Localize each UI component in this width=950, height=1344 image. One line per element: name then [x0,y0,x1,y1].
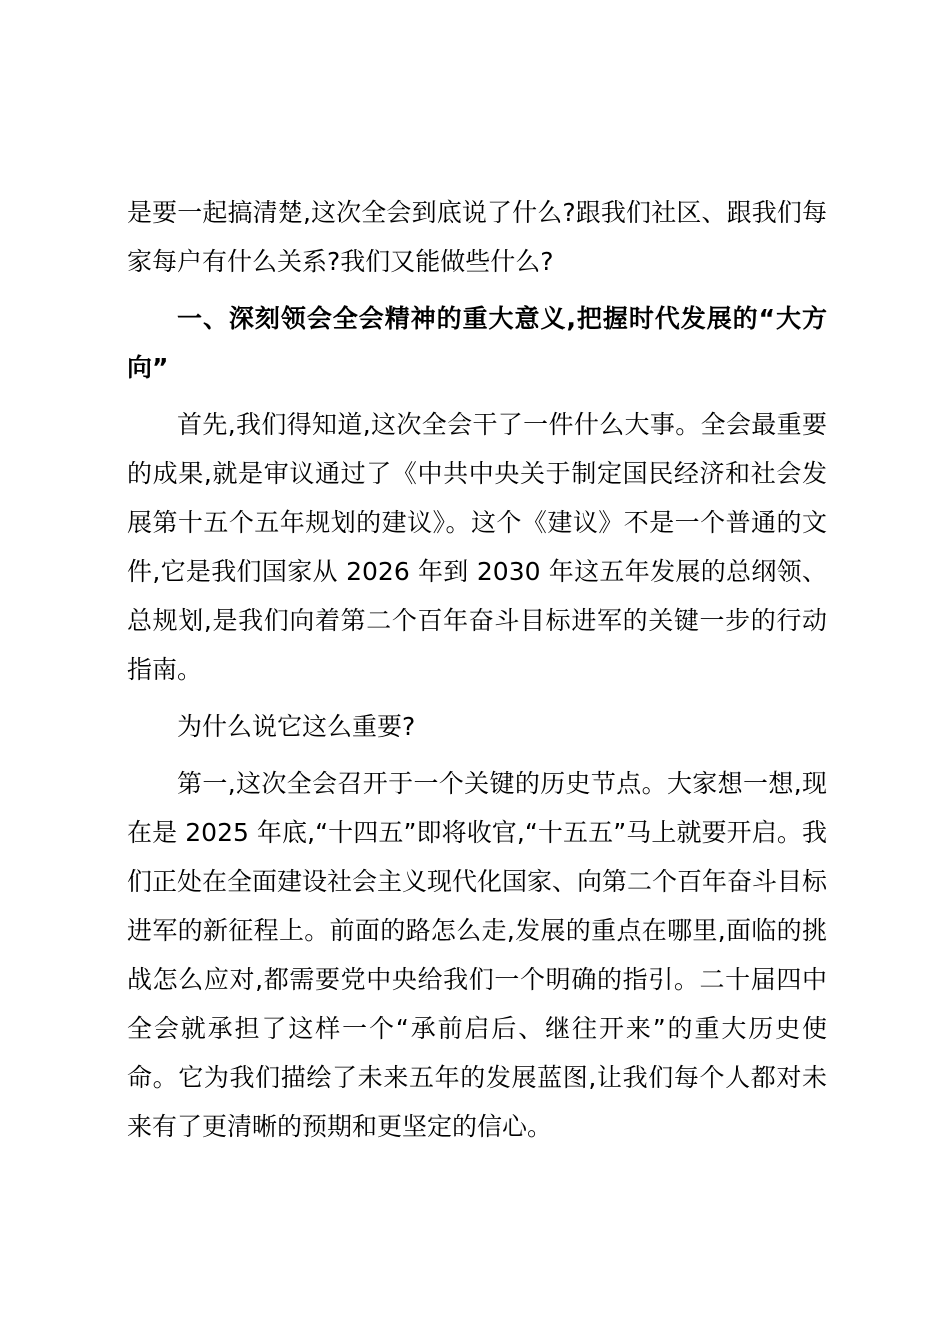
document-body [127,188,827,1159]
paragraph-plenum-achievement: 首先,我们得知道,这次全会干了一件什么大事。全会最重要的成果,就是审议通过了《中共中央关于制定国民经济和社会发展第十五个五年规划的建议》。这个《建议》不是一个普通的文件,它是我们国家从 2026 年到 2030 年这五年发展的总纲领、总规划,是我们向着第二个百年奋斗目标进军的关键一步的行动指南。 [127,410,827,684]
paragraph-question: 为什么说它这么重要? [177,712,416,741]
paragraph-intro-continuation: 是要一起搞清楚,这次全会到底说了什么?跟我们社区、跟我们每家每户有什么关系?我们又能做些什么? [127,198,827,276]
paragraph-first-reason: 第一,这次全会召开于一个关键的历史节点。大家想一想,现在是 2025 年底,“十四五”即将收官,“十五五”马上就要开启。我们正处在全面建设社会主义现代化国家、向第二个百年奋斗目标进军的新征程上。前面的路怎么走,发展的重点在哪里,面临的挑战怎么应对,都需要党中央给我们一个明确的指引。二十届四中全会就承担了这样一个“承前启后、继往开来”的重大历史使命。它为我们描绘了未来五年的发展蓝图,让我们每个人都对未来有了更清晰的预期和更坚定的信心。 [127,769,828,1141]
section-heading: 一、深刻领会全会精神的重大意义,把握时代发展的“大方向” [127,304,827,382]
